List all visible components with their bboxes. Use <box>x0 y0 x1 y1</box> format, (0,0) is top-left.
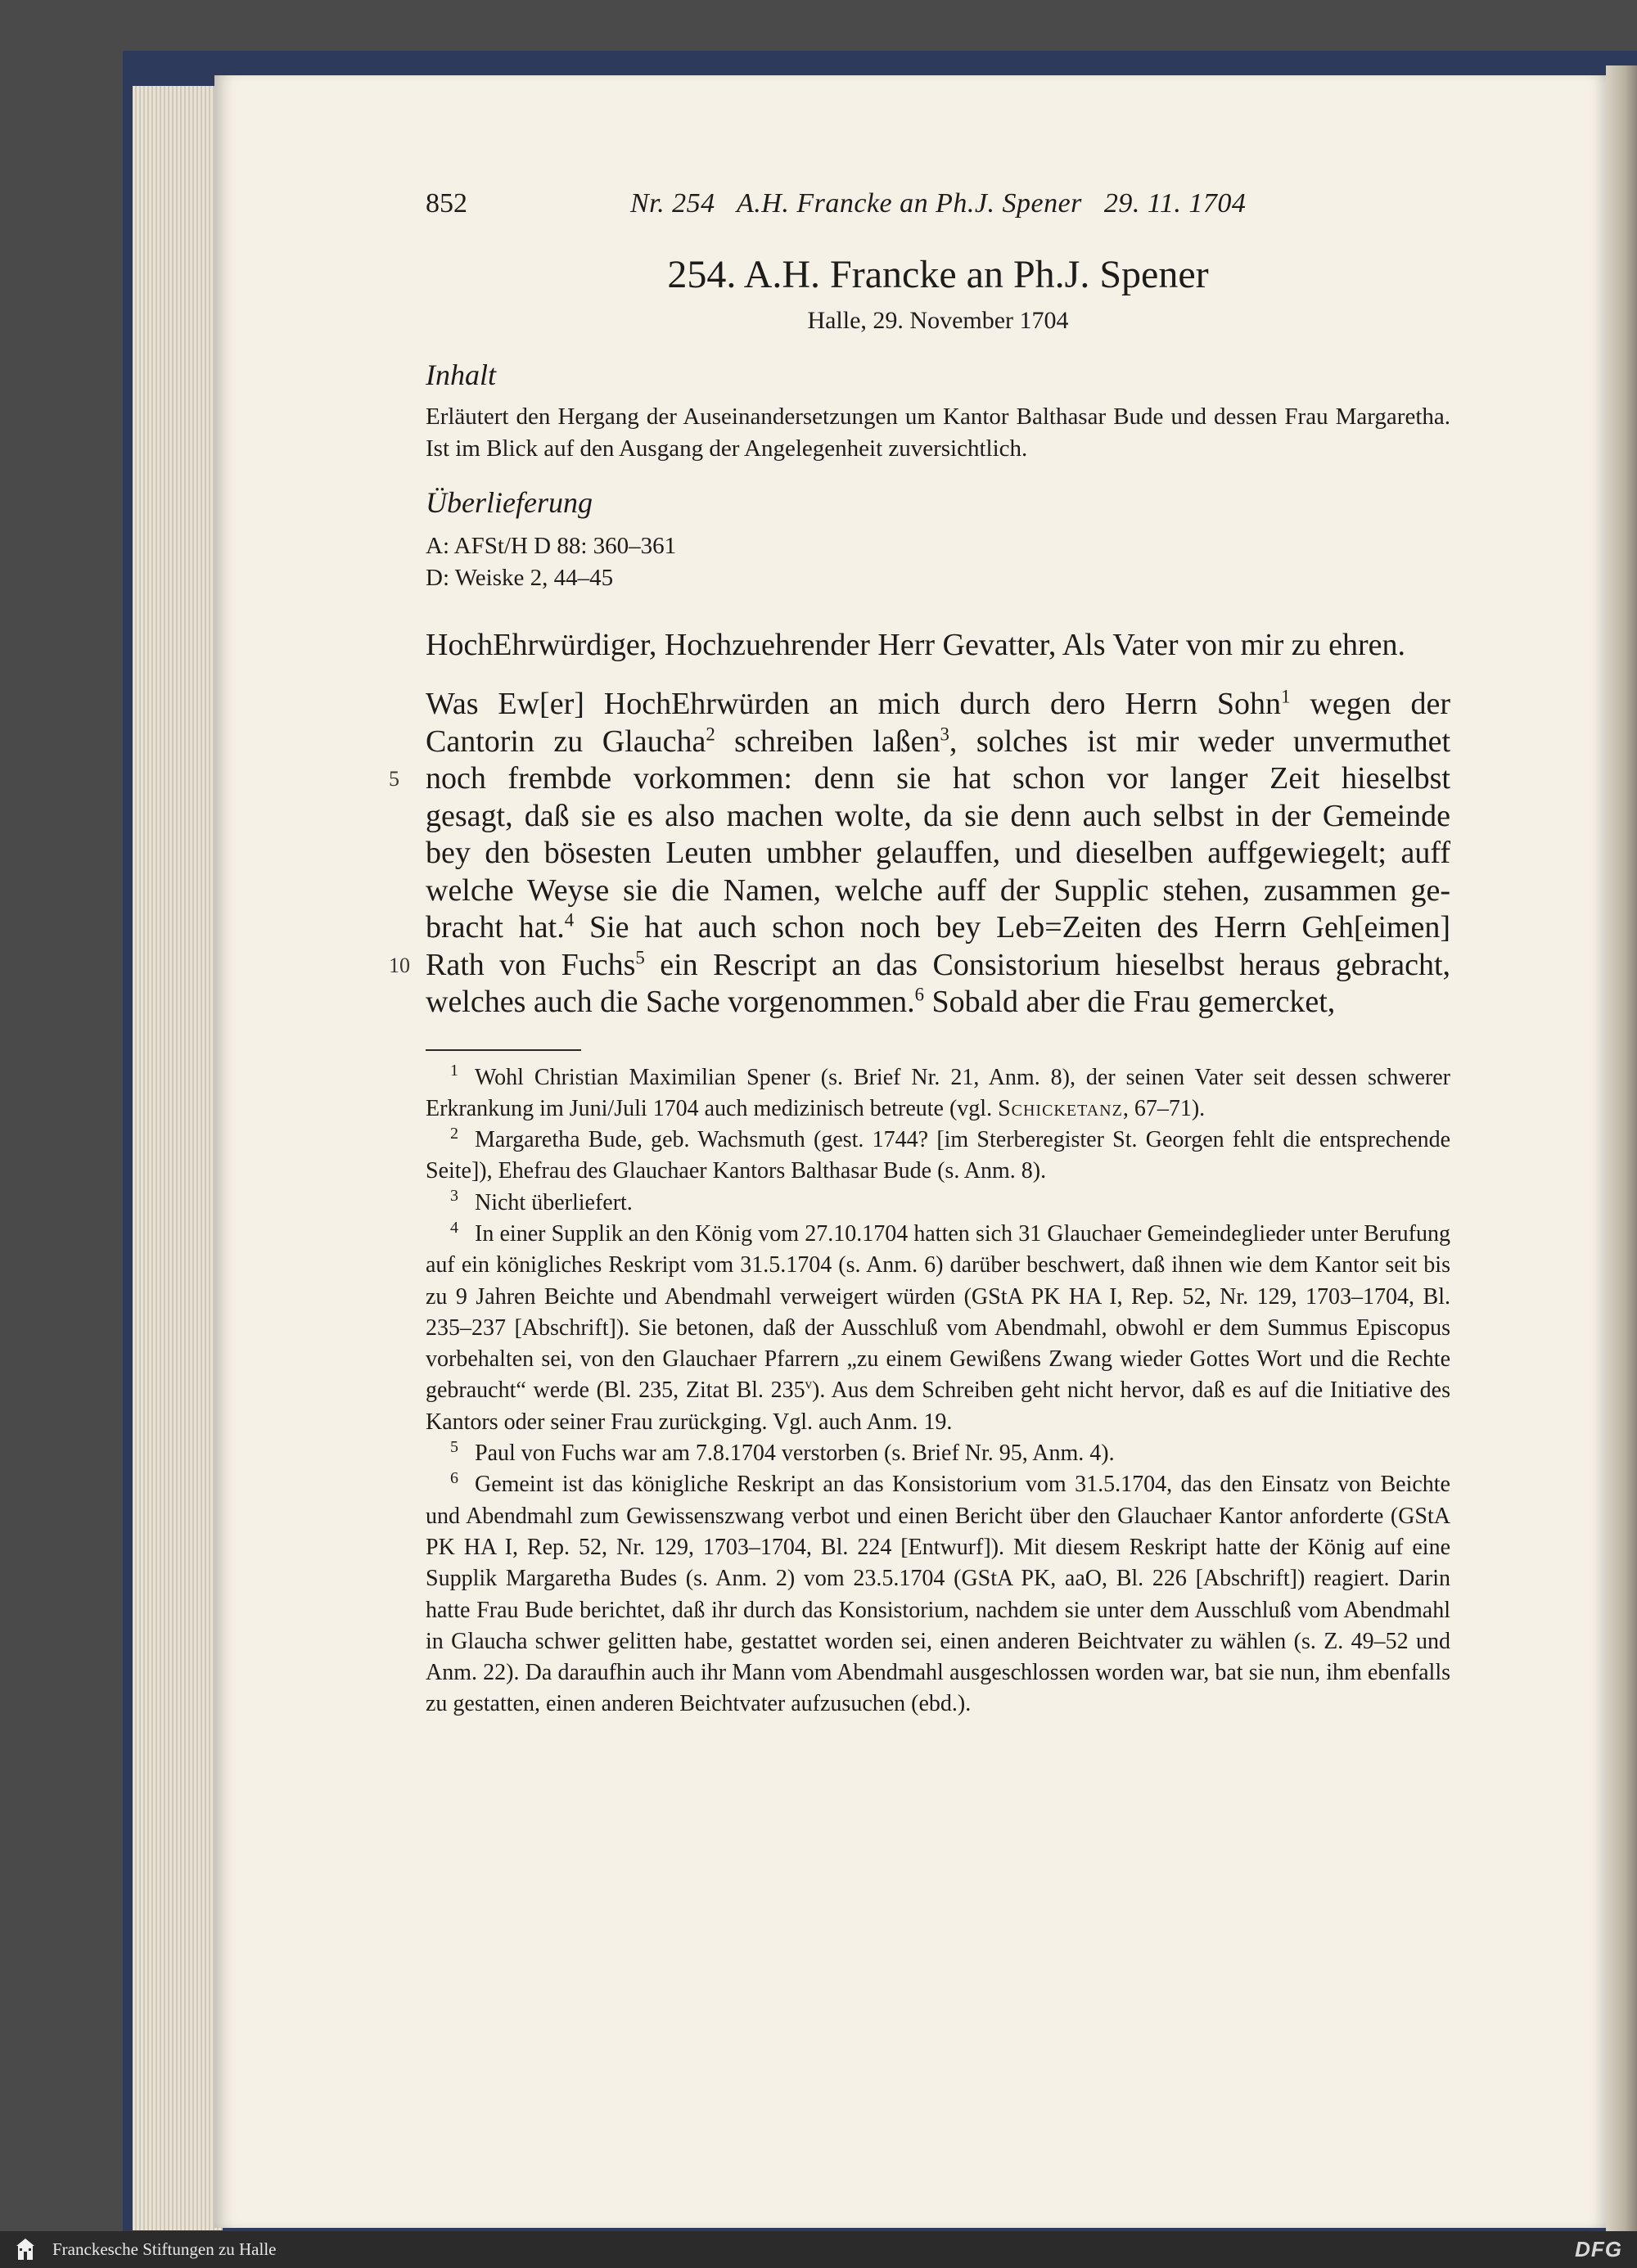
body-line: welche Weyse sie die Namen, welche auff der Supplic stehen, zusammen ge- <box>426 872 1450 908</box>
footnote: 3 Nicht überliefert. <box>450 1187 633 1215</box>
running-title: Nr. 254 A.H. Francke an Ph.J. Spener 29. 11. 1704 <box>630 188 1247 219</box>
body-line: Was Ew[er] HochEhrwürden an mich durch dero Herrn Sohn$^1$ wegen der <box>426 686 1450 721</box>
running-head <box>426 188 1450 229</box>
footnote: 1 Wohl Christian Maximilian Spener (s. Brief Nr. 21, Anm. 8), der seinen Vater seit dessen schwerer Erkrankung im Juni/Juli 1704 auch medizinisch betreute (vgl. Schicketanz, 67–71). <box>426 1062 1450 1121</box>
ueberlieferung-line: A: AFSt/H D 88: 360–361 <box>426 533 677 559</box>
dfg-logo[interactable]: DFG <box>1575 2237 1622 2261</box>
body-line: 5 noch frembde vorkommen: denn sie hat schon vor langer Zeit hieselbst <box>426 760 1450 798</box>
ueberlieferung-line: D: Weiske 2, 44–45 <box>426 565 614 591</box>
letter-place-date: Halle, 29. November 1704 <box>807 307 1069 334</box>
body-line: Cantorin zu Glaucha$^2$ schreiben laßen$^3$, solches ist mir weder unvermuthet <box>426 723 1451 759</box>
ueberlieferung-heading: Überlieferung <box>426 486 593 519</box>
ueberlieferung-list <box>426 530 1450 594</box>
footnote: 6 Gemeint ist das königliche Reskript an das Konsistorium vom 31.5.1704, das den Einsatz von Beichte und Abendmahl zum Gewissenszwang verbot und einen Bericht über den Glauchaer Kantor anforderte (GStA PK HA I, Rep. 52, Nr. 129, 1703–1704, Bl. 224 [Entwurf]). Mit diesem Reskript hatte der König auf eine Supplik Margaretha Budes (s. Anm. 2) vom 23.5.1704 (GStA PK, aaO, Bl. 226 [Abschrift]) reagiert. Darin hatte Frau Bude berichtet, daß ihr durch das Konsistorium, nachdem sie unter dem Ausschluß vom Abendmahl in Glaucha schwer gelitten habe, gestattet worden sei, einen anderen Beichtvater zu wählen (s. Z. 49–52 und Anm. 22). Da daraufhin auch ihr Mann vom Abendmahl ausgeschlossen worden war, bat sie nun, ihm ebenfalls zu gestatten, einen anderen Beichtvater aufzusuchen (ebd.). <box>426 1469 1450 1717</box>
letter-title: 254. A.H. Francke an Ph.J. Spener <box>667 253 1209 296</box>
line-number: 10 <box>389 953 410 977</box>
footnote: 2 Margaretha Bude, geb. Wachsmuth (gest. 1744? [im Sterberegister St. Georgen fehlt die entsprechende Seite]), Ehefrau des Glauchaer Kantors Balthasar Bude (s. Anm. 8). <box>426 1124 1450 1184</box>
francke-foundation-logo-icon[interactable] <box>11 2236 39 2264</box>
footnote: 5 Paul von Fuchs war am 7.8.1704 verstorben (s. Brief Nr. 95, Anm. 4). <box>450 1437 1115 1467</box>
footer-bar <box>0 2231 1637 2268</box>
line-number: 5 <box>389 767 399 791</box>
page-content <box>389 188 1451 1720</box>
footnote: 4 In einer Supplik an den König vom 27.10.1704 hatten sich 31 Glauchaer Gemeindeglieder unter Berufung auf ein königliches Reskript vom 31.5.1704 (s. Anm. 6) darüber beschwert, daß ihnen wie dem Kantor seit bis zu 9 Jahren Beichte und Abendmahl verweigert würden (GStA PK HA I, Rep. 52, Nr. 129, 1703–1704, Bl. 235–237 [Abschrift]). Sie betonen, daß der Ausschluß vom Abendmahl, obwohl er dem Summus Episcopus vorbehalten sei, von den Glauchaer Pfarrern „zu einem Gewißens Zwang wieder Gottes Wort und die Rechte gebraucht“ werde (Bl. 235, Zitat Bl. 235$^v$). Aus dem Schreiben geht nicht hervor, daß es auf die Initiative des Kantors oder seiner Frau zurückging. Vgl. auch Anm. 19. <box>426 1218 1450 1435</box>
letter-body <box>389 686 1451 1021</box>
page-edges <box>133 86 223 2230</box>
inhalt-heading: Inhalt <box>426 358 496 391</box>
footnote-rule <box>426 1049 581 1051</box>
inhalt-text: Erläutert den Hergang der Auseinandersetzungen um Kantor Balthasar Bude und dessen Frau Margaretha. Ist im Blick auf den Ausgang der Angelegenheit zuversichtlich. <box>426 404 1450 462</box>
body-line: 10 Rath von Fuchs$^5$ ein Rescript an das Consistorium hieselbst heraus gebracht, <box>426 947 1450 985</box>
body-line: bracht hat.$^4$ Sie hat auch schon noch bey Leb=Zeiten des Herrn Geh[eimen] <box>426 909 1450 945</box>
next-page-edge <box>1606 65 1637 2234</box>
salutation: HochEhrwürdiger, Hochzuehrender Herr Gevatter, Als Vater von mir zu ehren. <box>426 628 1406 662</box>
institution-name[interactable]: Franckesche Stiftungen zu Halle <box>52 2239 277 2259</box>
body-line: welches auch die Sache vorgenommen.$^6$ Sobald aber die Frau gemercket, <box>426 984 1336 1019</box>
body-line: bey den bösesten Leuten umbher gelauffen, und dieselben auffgewiegelt; auff <box>426 836 1450 870</box>
body-line: gesagt, daß sie es also machen wolte, da sie denn auch selbst in der Gemeinde <box>426 798 1450 833</box>
page-number: 852 <box>426 188 467 219</box>
footnotes <box>426 1062 1450 1720</box>
